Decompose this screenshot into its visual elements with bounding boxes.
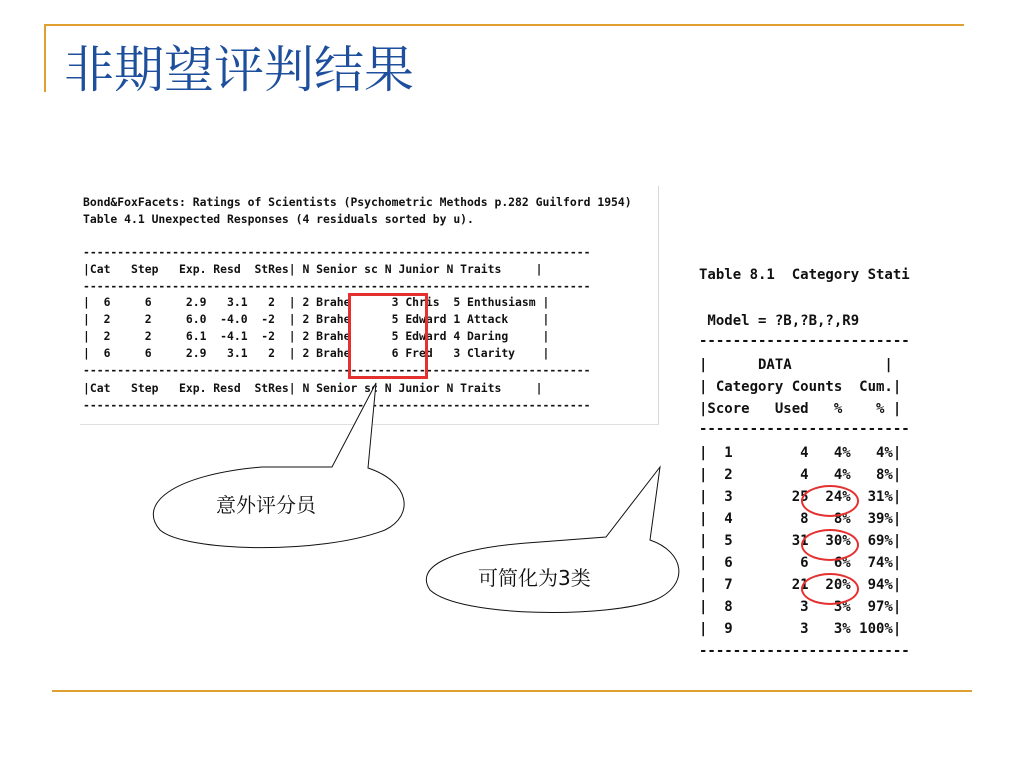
callout-bubble-rater (153, 383, 404, 548)
table-column-header: |Cat Step Exp. Resd StRes| N Senior sc N Junior N Traits | (83, 262, 543, 276)
table-row: | 2 2 6.1 -4.1 -2 | 2 Brahe 5 Edward 4 Daring | (83, 329, 550, 343)
table-header-line: |Score Used % % | (699, 401, 902, 417)
model-line: Model = ?B,?B,?,R9 (699, 313, 860, 329)
table-header-line: | Category Counts Cum.| (699, 379, 902, 395)
table-row: | 1 4 4% 4%| (699, 445, 902, 461)
table-title: Table 8.1 Category Stati (699, 267, 910, 283)
table-row: | 7 21 20% 94%| (699, 577, 902, 593)
table-row: | 2 2 6.0 -4.0 -2 | 2 Brahe 5 Edward 1 Attack | (83, 312, 550, 326)
table-row: | 6 6 2.9 3.1 2 | 2 Brahe 3 Chris 5 Enthusiasm | (83, 295, 550, 309)
table-row: | 3 25 24% 31%| (699, 489, 902, 505)
table-divider: -------------------------------------------------------------------------- (83, 363, 591, 377)
table-row: | 2 4 4% 8%| (699, 467, 902, 483)
table-divider: -------------------------------------------------------------------------- (83, 245, 591, 259)
callout-text-unexpected-rater: 意外评分员 (216, 493, 316, 517)
slide-title: 非期望评判结果 (64, 41, 414, 99)
table-header-line: Bond&FoxFacets: Ratings of Scientists (Psychometric Methods p.282 Guilford 1954) (83, 195, 632, 209)
table-divider: -------------------------------------------------------------------------- (83, 279, 591, 293)
table-row: | 6 6 6% 74%| (699, 555, 902, 571)
table-header-line: | DATA | (699, 357, 893, 373)
table-row: | 4 8 8% 39%| (699, 511, 902, 527)
table-row: | 5 31 30% 69%| (699, 533, 902, 549)
table-subtitle-line: Table 4.1 Unexpected Responses (4 residuals sorted by u). (83, 212, 474, 226)
callout-text-simplify-categories: 可简化为3类 (478, 566, 591, 590)
table-divider: -------------------------------------------------------------------------- (83, 398, 591, 412)
table-row: | 8 3 3% 97%| (699, 599, 902, 615)
table-divider: ------------------------- (699, 421, 910, 437)
table-column-footer: |Cat Step Exp. Resd StRes| N Senior sc N Junior N Traits | (83, 381, 543, 395)
table-divider: ------------------------- (699, 333, 910, 349)
table-row: | 9 3 3% 100%| (699, 621, 902, 637)
table-row: | 6 6 2.9 3.1 2 | 2 Brahe 6 Fred 3 Clarity | (83, 346, 550, 360)
table-divider: ------------------------- (699, 643, 910, 659)
